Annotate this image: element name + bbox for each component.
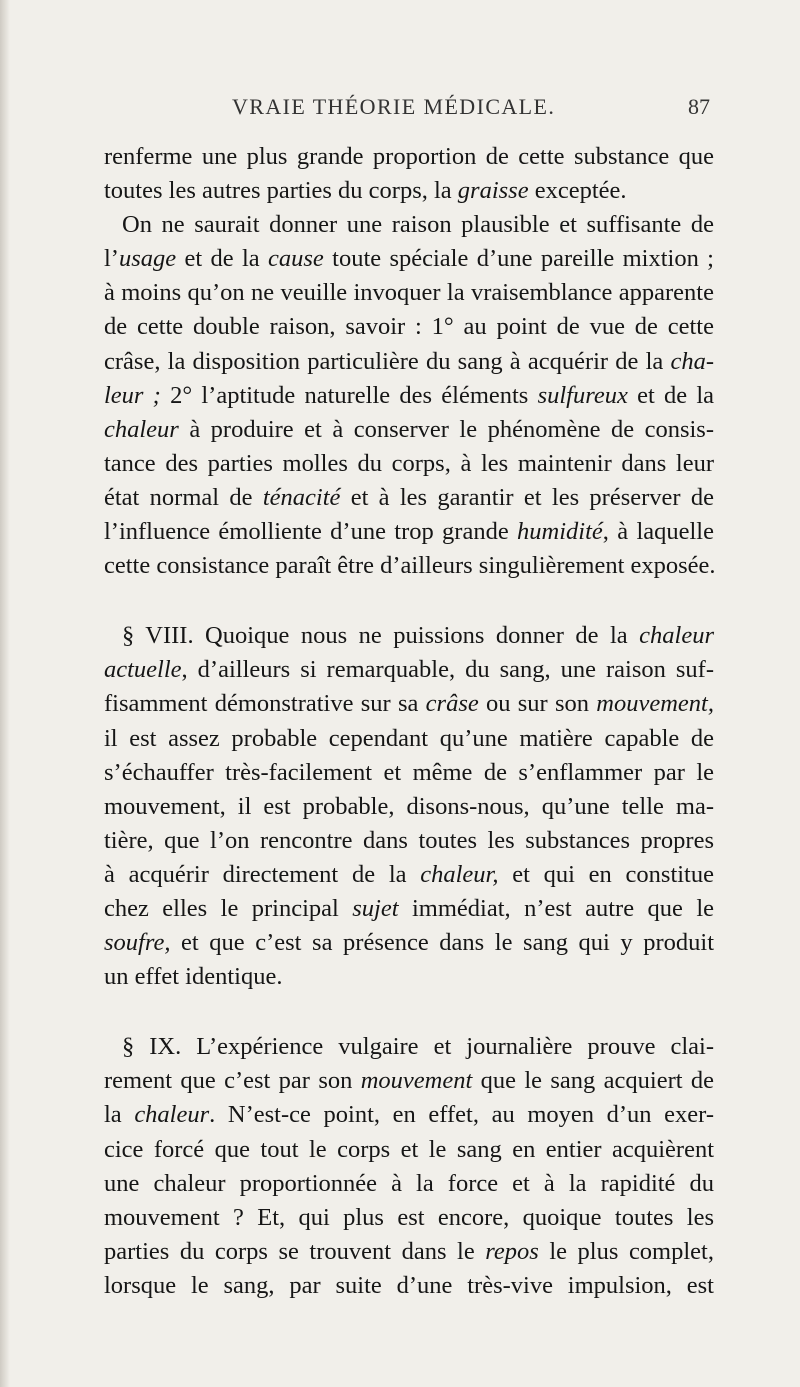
text-line: crâse, la disposition particulière du sang à acquérir de la cha- [104, 347, 714, 375]
text-line: un effet identique. [104, 963, 283, 991]
page-number: 87 [688, 94, 710, 119]
text-line: à moins qu’on ne veuille invoquer la vraisemblance apparente [104, 279, 714, 307]
text-line: mouvement, il est probable, disons-nous, qu’une telle ma- [104, 792, 714, 820]
text-line: chez elles le principal sujet immédiat, n’est autre que le [104, 894, 715, 922]
text-line: s’échauffer très-facilement et même de s’enflammer par le [104, 758, 714, 786]
text-line: On ne saurait donner une raison plausible et suffisante de [122, 211, 714, 239]
text-line: tière, que l’on rencontre dans toutes les substances propres [104, 826, 714, 854]
text-line: § VIII. Quoique nous ne puissions donner de la chaleur [122, 622, 714, 650]
text-line: parties du corps se trouvent dans le repos le plus complet, [104, 1237, 714, 1265]
text-line: tance des parties molles du corps, à les maintenir dans leur [104, 449, 714, 477]
text-line: la chaleur. N’est-ce point, en effet, au moyen d’un exer- [104, 1101, 714, 1129]
body-text [104, 140, 714, 1303]
paragraph-gap [104, 994, 714, 1030]
text-line: l’usage et de la cause toute spéciale d’une pareille mixtion ; [104, 245, 714, 273]
page-header [104, 94, 710, 128]
text-line: leur ; 2° l’aptitude naturelle des éléments sulfureux et de la [104, 381, 714, 409]
text-line: cice forcé que tout le corps et le sang en entier acquièrent [104, 1135, 714, 1163]
running-title: VRAIE THÉORIE MÉDICALE. [232, 94, 556, 119]
text-line: renferme une plus grande proportion de cette substance que [104, 143, 714, 170]
text-line: fisamment démonstrative sur sa crâse ou sur son mouvement, [104, 690, 714, 718]
text-line: cette consistance paraît être d’ailleurs singulièrement exposée. [104, 552, 716, 580]
text-line: lorsque le sang, par suite d’une très-vive impulsion, est [104, 1271, 714, 1299]
text-line: actuelle, d’ailleurs si remarquable, du sang, une raison suf- [104, 656, 714, 684]
text-line: de cette double raison, savoir : 1° au point de vue de cette [104, 313, 714, 341]
paragraph-gap [104, 583, 714, 619]
text-line: § IX. L’expérience vulgaire et journalière prouve clai- [122, 1033, 714, 1061]
text-line: une chaleur proportionnée à la force et à la rapidité du [104, 1169, 714, 1197]
text-line: soufre, et que c’est sa présence dans le sang qui y produit [104, 929, 714, 957]
text-line: il est assez probable cependant qu’une matière capable de [104, 724, 714, 752]
text-line: rement que c’est par son mouvement que le sang acquiert de [104, 1067, 714, 1095]
text-line: à acquérir directement de la chaleur, et qui en constitue [104, 860, 714, 888]
text-line: chaleur à produire et à conserver le phénomène de consis- [104, 415, 714, 443]
text-line: état normal de ténacité et à les garantir et les préserver de [104, 483, 714, 511]
text-line: toutes les autres parties du corps, la graisse exceptée. [104, 177, 627, 205]
text-line: l’influence émolliente d’une trop grande humidité, à laquelle [104, 518, 714, 546]
text-line: mouvement ? Et, qui plus est encore, quoique toutes les [104, 1203, 714, 1231]
